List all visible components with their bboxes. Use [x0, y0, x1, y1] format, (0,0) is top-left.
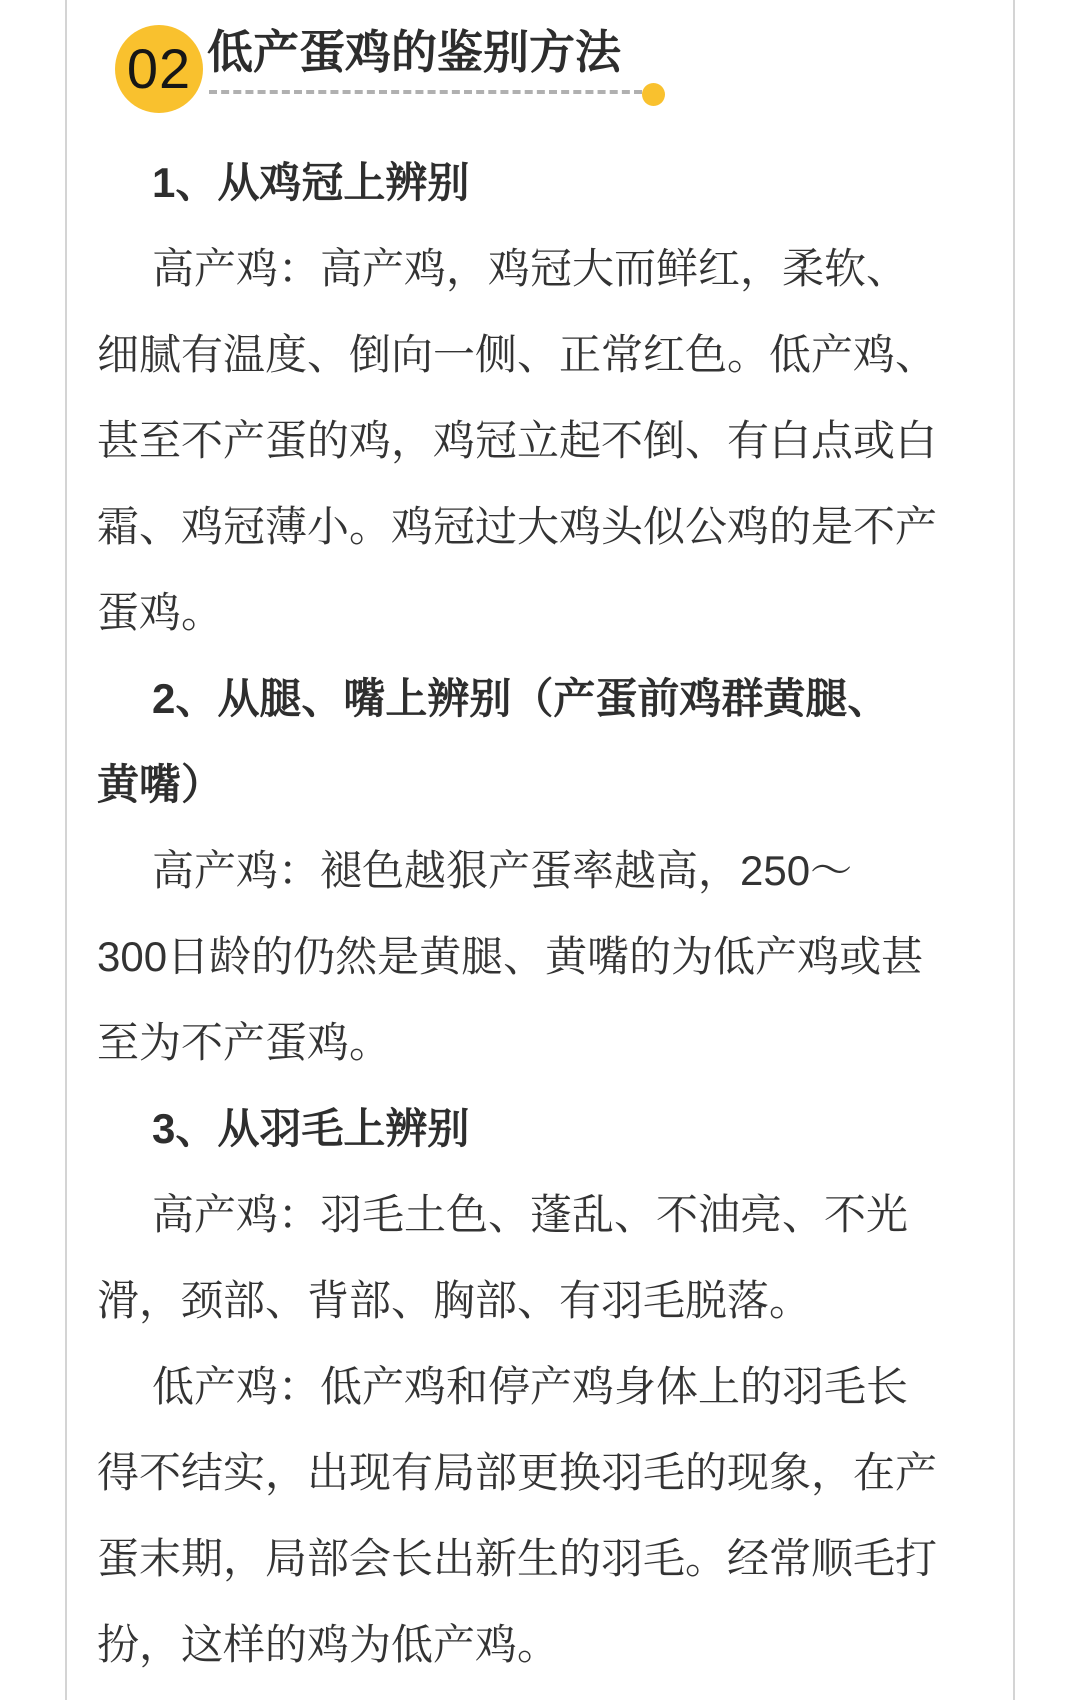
- paragraph-line: 滑，颈部、背部、胸部、有羽毛脱落。: [97, 1277, 812, 1324]
- paragraph-line: 甚至不产蛋的鸡，鸡冠立起不倒、有白点或白: [97, 417, 938, 464]
- section-1: [97, 140, 949, 656]
- section-2: [97, 656, 949, 1086]
- section-heading-line: 黄嘴）: [97, 761, 224, 808]
- paragraph: [97, 1172, 949, 1344]
- section-heading: 2、从腿、嘴上辨别（产蛋前鸡群黄腿、: [152, 675, 890, 722]
- paragraph-line: 至为不产蛋鸡。: [97, 1019, 392, 1066]
- section-number-badge: [115, 25, 203, 113]
- paragraph-line: 高产鸡：褪色越狠产蛋率越高，250～: [152, 847, 853, 894]
- paragraph-line: 得不结实，出现有局部更换羽毛的现象，在产: [97, 1449, 938, 1496]
- underline-dot-icon: [642, 83, 665, 106]
- section-heading: 1、从鸡冠上辨别: [152, 159, 470, 206]
- paragraph-line: 蛋鸡。: [97, 589, 224, 636]
- paragraph-line: 细腻有温度、倒向一侧、正常红色。低产鸡、: [97, 331, 938, 378]
- paragraph: [97, 1344, 949, 1688]
- paragraph-line: 高产鸡：高产鸡，鸡冠大而鲜红，柔软、: [152, 245, 909, 292]
- section-number: 02: [126, 37, 192, 100]
- paragraph-line: 蛋末期，局部会长出新生的羽毛。经常顺毛打: [97, 1535, 938, 1582]
- article-content: [67, 140, 1013, 1688]
- dashed-underline: [209, 90, 642, 94]
- article-card: [65, 0, 1015, 1700]
- paragraph-line: 高产鸡：羽毛土色、蓬乱、不油亮、不光: [152, 1191, 909, 1238]
- section-header: [67, 0, 1013, 140]
- paragraph: [97, 226, 949, 656]
- paragraph: [97, 828, 949, 1086]
- paragraph-line: 300日龄的仍然是黄腿、黄嘴的为低产鸡或甚: [97, 933, 924, 980]
- page-title: 低产蛋鸡的鉴别方法: [207, 26, 621, 78]
- section-3: [97, 1086, 949, 1688]
- paragraph-line: 扮，这样的鸡为低产鸡。: [97, 1621, 560, 1668]
- section-heading: 3、从羽毛上辨别: [152, 1105, 470, 1152]
- paragraph-line: 霜、鸡冠薄小。鸡冠过大鸡头似公鸡的是不产: [97, 503, 938, 550]
- paragraph-line: 低产鸡：低产鸡和停产鸡身体上的羽毛长: [152, 1363, 909, 1410]
